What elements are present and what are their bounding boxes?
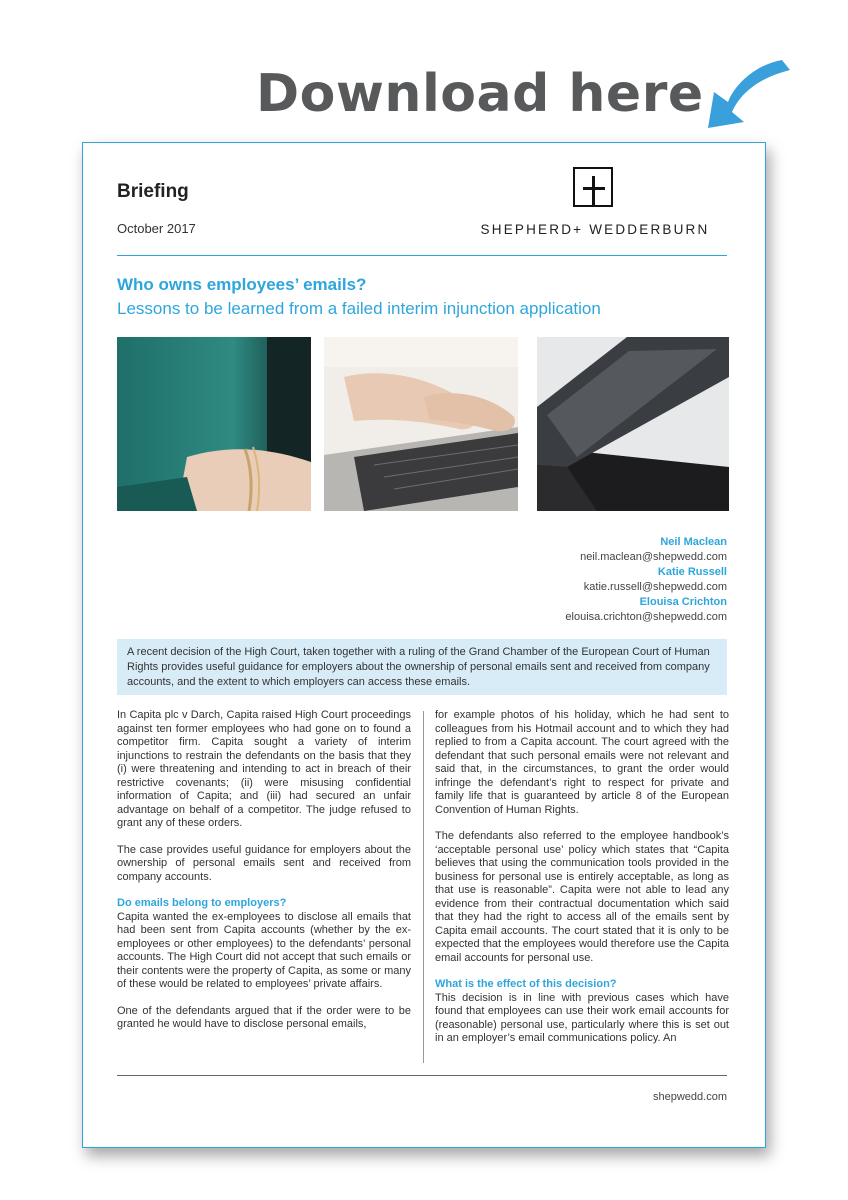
paragraph: Capita wanted the ex-employees to disclose all emails that had been sent from Capita accounts (whether by the ex-employees or other employees) to the defendants’ personal accounts. The High Court did not accept that such emails or their contents were the property of Capita, as some or many of these would be related to employees’ private affairs.: [117, 910, 411, 990]
author-list: [565, 535, 727, 625]
paragraph: One of the defendants argued that if the order were to be granted he would have to disclose personal emails,: [117, 1004, 411, 1030]
download-banner[interactable]: [256, 56, 796, 132]
photo-laptop-screen: [537, 337, 729, 511]
author-email[interactable]: katie.russell@shepwedd.com: [583, 581, 727, 593]
paragraph: The defendants also referred to the employee handbook’s ‘acceptable personal use’ policy which states that “Capita believes that using the communication tools provided in the business for personal use is entirely acceptable, as long as that use is reasonable”. Capita were not able to lead any evidence from their contractual documentation which said that they had the right to access all of the emails sent by Capita email accounts. The court stated that it is only to be expected that the employees would therefore use the Capita email accounts for personal use.: [435, 830, 729, 964]
photo-hands-typing: [324, 337, 518, 511]
author-name: Neil Maclean: [660, 536, 727, 548]
paragraph: for example photos of his holiday, which he had sent to colleagues from his Hotmail account and to which they had replied to from a Capita account. The court agreed with the defendant that such personal emails were not relevant and said that, in the circumstances, to grant the order would infringe the defendant’s right to respect for private and family life that is guaranteed by article 8 of the European Convention of Human Rights.: [435, 709, 729, 816]
download-label[interactable]: Download here: [256, 64, 704, 124]
document-subtitle: Lessons to be learned from a failed interim injunction application: [117, 299, 601, 318]
section-heading: Do emails belong to employers?: [117, 897, 287, 909]
author-name: Katie Russell: [657, 566, 727, 578]
author-email[interactable]: elouisa.crichton@shepwedd.com: [565, 611, 727, 623]
footer-divider: [117, 1075, 727, 1076]
column-divider: [423, 711, 424, 1063]
author-email[interactable]: neil.maclean@shepwedd.com: [580, 551, 727, 563]
paragraph: This decision is in line with previous cases which have found that employees can use their work email accounts for (reasonable) personal use, particularly where this is set out in an employer’s email communications policy. An: [435, 991, 729, 1044]
document-preview[interactable]: [82, 142, 766, 1148]
logo-mark-icon: [573, 167, 613, 207]
summary-box: A recent decision of the High Court, taken together with a ruling of the Grand Chamber of the European Court of Human Rights provides useful guidance for employers about the ownership of personal emails sent and received from company accounts, and the extent to which employers can access these emails.: [117, 639, 727, 695]
section-heading: What is the effect of this decision?: [435, 978, 617, 990]
left-column: [117, 709, 411, 1045]
photo-arm-bracelet: [117, 337, 311, 511]
author-name: Elouisa Crichton: [639, 596, 727, 608]
logo-wordmark: SHEPHERD+ WEDDERBURN: [480, 222, 710, 237]
paragraph: In Capita plc v Darch, Capita raised High Court proceedings against ten former employees who had gone on to found a competitor firm. Capita sought a variety of interim injunctions to restrain the defendants on the basis that they (i) were threatening and intending to act in breach of their restrictive covenants; (ii) were misusing confidential information of Capita; and (iii) had secured an unfair advantage on behalf of a competitor. The judge refused to grant any of these orders.: [117, 709, 411, 829]
right-column: [435, 709, 729, 1059]
document-date: October 2017: [117, 221, 196, 236]
paragraph: The case provides useful guidance for employers about the ownership of personal emails sent and received from company accounts.: [117, 843, 411, 883]
header-divider: [117, 255, 727, 256]
company-logo: [463, 167, 727, 237]
document-label: Briefing: [117, 181, 189, 202]
footer-url[interactable]: shepwedd.com: [653, 1091, 727, 1103]
curved-arrow-down-left-icon: [700, 56, 796, 132]
document-title: Who owns employees’ emails?: [117, 275, 367, 294]
